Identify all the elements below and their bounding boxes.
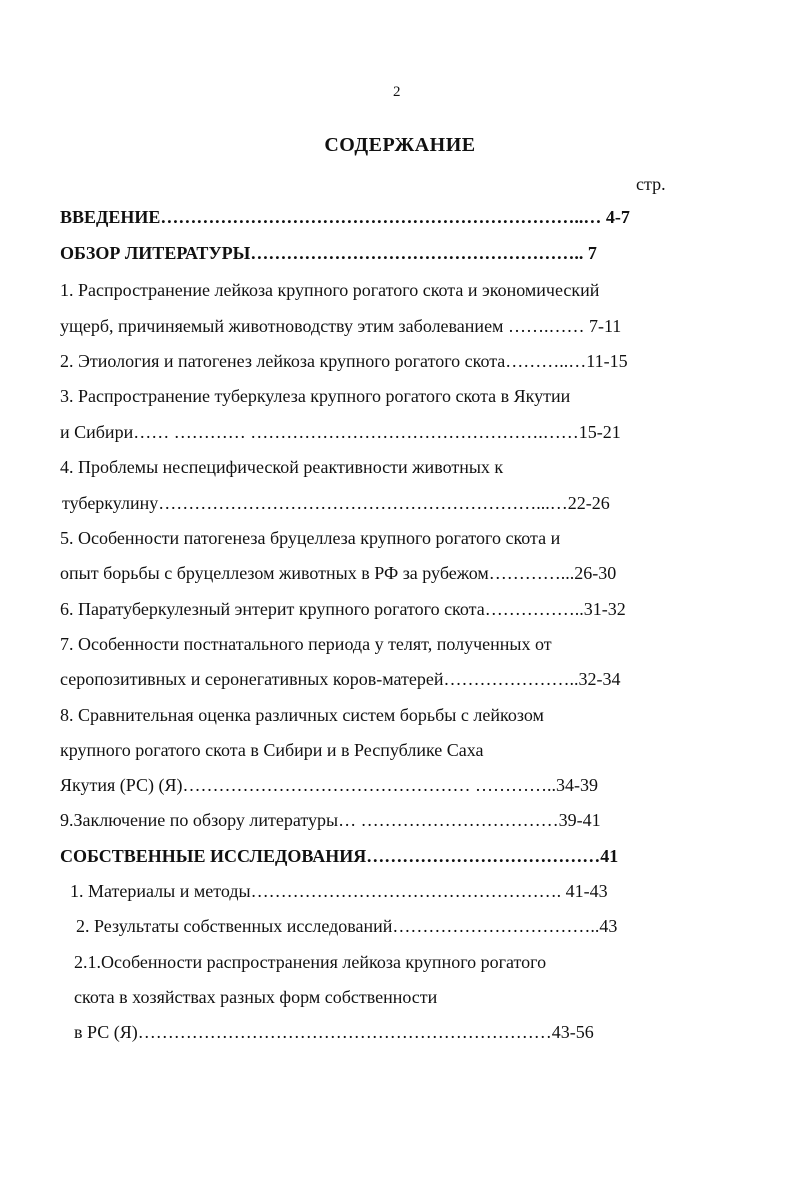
toc-entry: и Сибири…… ………… ………………………………………….……15-21 (60, 422, 621, 442)
toc-entry: 6. Паратуберкулезный энтерит крупного рогатого скота……………..31-32 (60, 599, 626, 619)
page-title: СОДЕРЖАНИЕ (324, 134, 476, 156)
toc-entry: 1. Материалы и методы……………………………………………. 41-43 (70, 881, 608, 901)
toc-entry: ВВЕДЕНИЕ……………………………………………………………..… 4-7 (60, 207, 630, 227)
toc-entry: 4. Проблемы неспецифической реактивности животных к (60, 457, 504, 477)
toc-entry: опыт борьбы с бруцеллезом животных в РФ за рубежом…………...26-30 (60, 563, 617, 583)
toc-entry: 7. Особенности постнатального периода у телят, полученных от (60, 634, 552, 654)
toc-entry: скота в хозяйствах разных форм собственности (74, 987, 438, 1007)
toc-entry: Якутия (РС) (Я)………………………………………… …………..34-39 (60, 775, 598, 795)
toc-entry: 1. Распространение лейкоза крупного рогатого скота и экономический (60, 280, 600, 300)
toc-entry: 2. Результаты собственных исследований……………………………..43 (76, 916, 618, 936)
toc-entry: в РС (Я)……………………………………………………………43-56 (74, 1022, 594, 1042)
toc-entry: крупного рогатого скота в Сибири и в Республике Саха (60, 740, 484, 760)
toc-entry: 9.Заключение по обзору литературы… ……………………………39-41 (60, 810, 601, 830)
page-number: 2 (393, 84, 401, 100)
toc-entry: ОБЗОР ЛИТЕРАТУРЫ……………………………………………….. 7 (60, 243, 597, 263)
toc-entry: 5. Особенности патогенеза бруцеллеза крупного рогатого скота и (60, 528, 561, 548)
toc-entry: серопозитивных и серонегативных коров-матерей…………………..32-34 (60, 669, 621, 689)
page-column-label: стр. (636, 174, 666, 194)
toc-entry: 8. Сравнительная оценка различных систем борьбы с лейкозом (60, 705, 544, 725)
toc-entry: СОБСТВЕННЫЕ ИССЛЕДОВАНИЯ…………………………………41 (60, 846, 619, 866)
toc-entry: ущерб, причиняемый животноводству этим заболеванием …….…… 7-11 (60, 316, 622, 336)
toc-entry: 2. Этиология и патогенез лейкоза крупного рогатого скота………..…11-15 (60, 351, 628, 371)
toc-entry: туберкулину………………………………………………………...…22-26 (62, 493, 610, 513)
toc-entry: 2.1.Особенности распространения лейкоза крупного рогатого (74, 952, 547, 972)
toc-entry: 3. Распространение туберкулеза крупного рогатого скота в Якутии (60, 386, 571, 406)
